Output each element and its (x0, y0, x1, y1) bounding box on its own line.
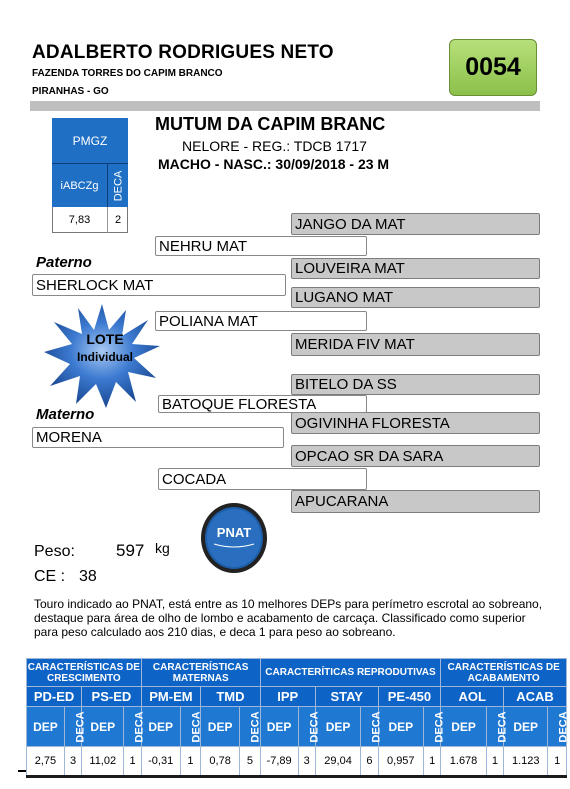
deca-header (124, 707, 146, 747)
dep-value: 0,957 (378, 747, 423, 776)
group-reprodutivas: CARACTERÍTICAS REPRODUTIVAS (260, 659, 441, 687)
index-deca-label (108, 164, 128, 207)
deca-header-text: DECA (133, 710, 146, 743)
lote-label: LOTE (86, 331, 124, 347)
dep-header: DEP (27, 707, 65, 747)
dep-value: -7,89 (260, 747, 298, 776)
deca-header-text: DECA (433, 710, 446, 743)
pedigree-sire: SHERLOCK MAT (32, 274, 286, 296)
deca-header-text: DECA (496, 710, 509, 743)
pnat-badge-icon (200, 502, 268, 574)
dep-header: DEP (315, 707, 360, 747)
farm-name: FAZENDA TORRES DO CAPIM BRANCO (32, 68, 223, 79)
index-deca-text: DECA (112, 170, 124, 201)
owner-name: ADALBERTO RODRIGUES NETO (32, 42, 334, 63)
deca-header-text: DECA (249, 710, 262, 743)
trait-pd-ed: PD-ED (27, 687, 82, 707)
lot-number-badge: 0054 (449, 39, 537, 96)
group-acabamento: CARACTERÍSTICAS DE ACABAMENTO (441, 659, 567, 687)
deca-header-text: DECA (370, 710, 383, 743)
pnat-text: PNAT (216, 525, 252, 540)
animal-name: MUTUM DA CAPIM BRANC (155, 114, 386, 134)
index-label: iABCZg (52, 164, 108, 207)
deca-header (424, 707, 446, 747)
pedigree-dd-dam: APUCARANA (291, 490, 540, 513)
left-tick-mark (18, 770, 26, 772)
index-value: 7,83 (52, 207, 108, 233)
pedigree-ss-sire: JANGO DA MAT (291, 213, 540, 235)
deca-value: 3 (298, 747, 315, 776)
sex-birth-date: MACHO - NASC.: 30/09/2018 - 23 M (158, 156, 390, 172)
trait-ipp: IPP (260, 687, 315, 707)
pedigree-dam-sire: BATOQUE FLORESTA (158, 395, 367, 413)
paterno-label: Paterno (36, 254, 92, 271)
deca-value: 6 (361, 747, 378, 776)
deca-header (298, 707, 321, 747)
dep-header: DEP (441, 707, 486, 747)
pedigree-sire-dam: POLIANA MAT (155, 311, 367, 331)
dep-header: DEP (260, 707, 298, 747)
dep-value: 1.678 (441, 747, 486, 776)
group-crescimento: CARACTERÍSTICAS DE CRESCIMENTO (27, 659, 142, 687)
materno-label: Materno (36, 406, 95, 423)
scrotal-circumference-value: 38 (79, 568, 97, 585)
table-bottom-rule (26, 775, 567, 778)
dep-table (26, 658, 570, 776)
dep-header: DEP (378, 707, 423, 747)
deca-header (361, 707, 383, 747)
trait-aol: AOL (441, 687, 504, 707)
dep-header: DEP (141, 707, 180, 747)
deca-value: 1 (124, 747, 141, 776)
deca-header-text: DECA (190, 710, 203, 743)
weight-unit: kg (155, 540, 170, 556)
deca-value: 3 (64, 747, 81, 776)
header-divider (30, 101, 540, 111)
deca-header (548, 707, 570, 747)
dep-value: 29,04 (315, 747, 360, 776)
weight-label: Peso: (34, 543, 75, 560)
location: PIRANHAS - GO (32, 86, 109, 97)
deca-value: 5 (240, 747, 261, 776)
deca-header-text: DECA (308, 710, 321, 743)
trait-stay: STAY (315, 687, 378, 707)
pedigree-sd-sire: LUGANO MAT (291, 287, 540, 308)
weight-value: 597 (116, 541, 145, 560)
pedigree-dam-dam: COCADA (158, 468, 367, 490)
pedigree-dam: MORENA (32, 427, 284, 448)
deca-value: 1 (180, 747, 201, 776)
deca-value: 1 (548, 747, 567, 776)
dep-value: -0,31 (141, 747, 180, 776)
dep-value: 11,02 (82, 747, 124, 776)
trait-pm-em: PM-EM (141, 687, 200, 707)
pedigree-sd-dam: MERIDA FIV MAT (291, 333, 540, 356)
trait-pe-450: PE-450 (378, 687, 441, 707)
dep-value: 1.123 (504, 747, 548, 776)
deca-header (486, 707, 509, 747)
breed-registration: NELORE - REG.: TDCB 1717 (182, 138, 367, 154)
deca-header-text: DECA (557, 710, 570, 743)
dep-value: 0,78 (201, 747, 240, 776)
group-maternas: CARACTERÍSTICAS MATERNAS (141, 659, 260, 687)
dep-header: DEP (201, 707, 240, 747)
trait-ps-ed: PS-ED (82, 687, 142, 707)
pedigree-sire-sire: NEHRU MAT (155, 236, 367, 256)
deca-header (64, 707, 87, 747)
trait-acab: ACAB (504, 687, 567, 707)
deca-header (180, 707, 201, 747)
pedigree-ss-dam: LOUVEIRA MAT (291, 258, 540, 279)
lote-sublabel: Individual (76, 350, 133, 364)
dep-value: 2,75 (27, 747, 65, 776)
dep-header: DEP (82, 707, 124, 747)
deca-value: 1 (424, 747, 441, 776)
deca-header-text: DECA (74, 710, 87, 743)
scrotal-circumference-label: CE : (34, 568, 66, 585)
dep-header: DEP (504, 707, 548, 747)
deca-value: 1 (486, 747, 503, 776)
deca-header (240, 707, 261, 747)
trait-tmd: TMD (201, 687, 261, 707)
index-deca-value: 2 (114, 214, 122, 226)
description-text: Touro indicado ao PNAT, está entre as 10 melhores DEPs para perímetro escrotal ao sobreano, destaque para área de olho de lombo e acabamento de carcaça. Classificado como superior para peso calculado aos 210 dias, e deca 1 para peso ao sobreano. (34, 597, 543, 639)
program-label: PMGZ (52, 118, 128, 164)
pedigree-dd-sire: OPCAO SR DA SARA (291, 445, 540, 467)
pedigree-ds-sire: BITELO DA SS (291, 374, 540, 395)
pedigree-ds-dam: OGIVINHA FLORESTA (291, 412, 540, 434)
